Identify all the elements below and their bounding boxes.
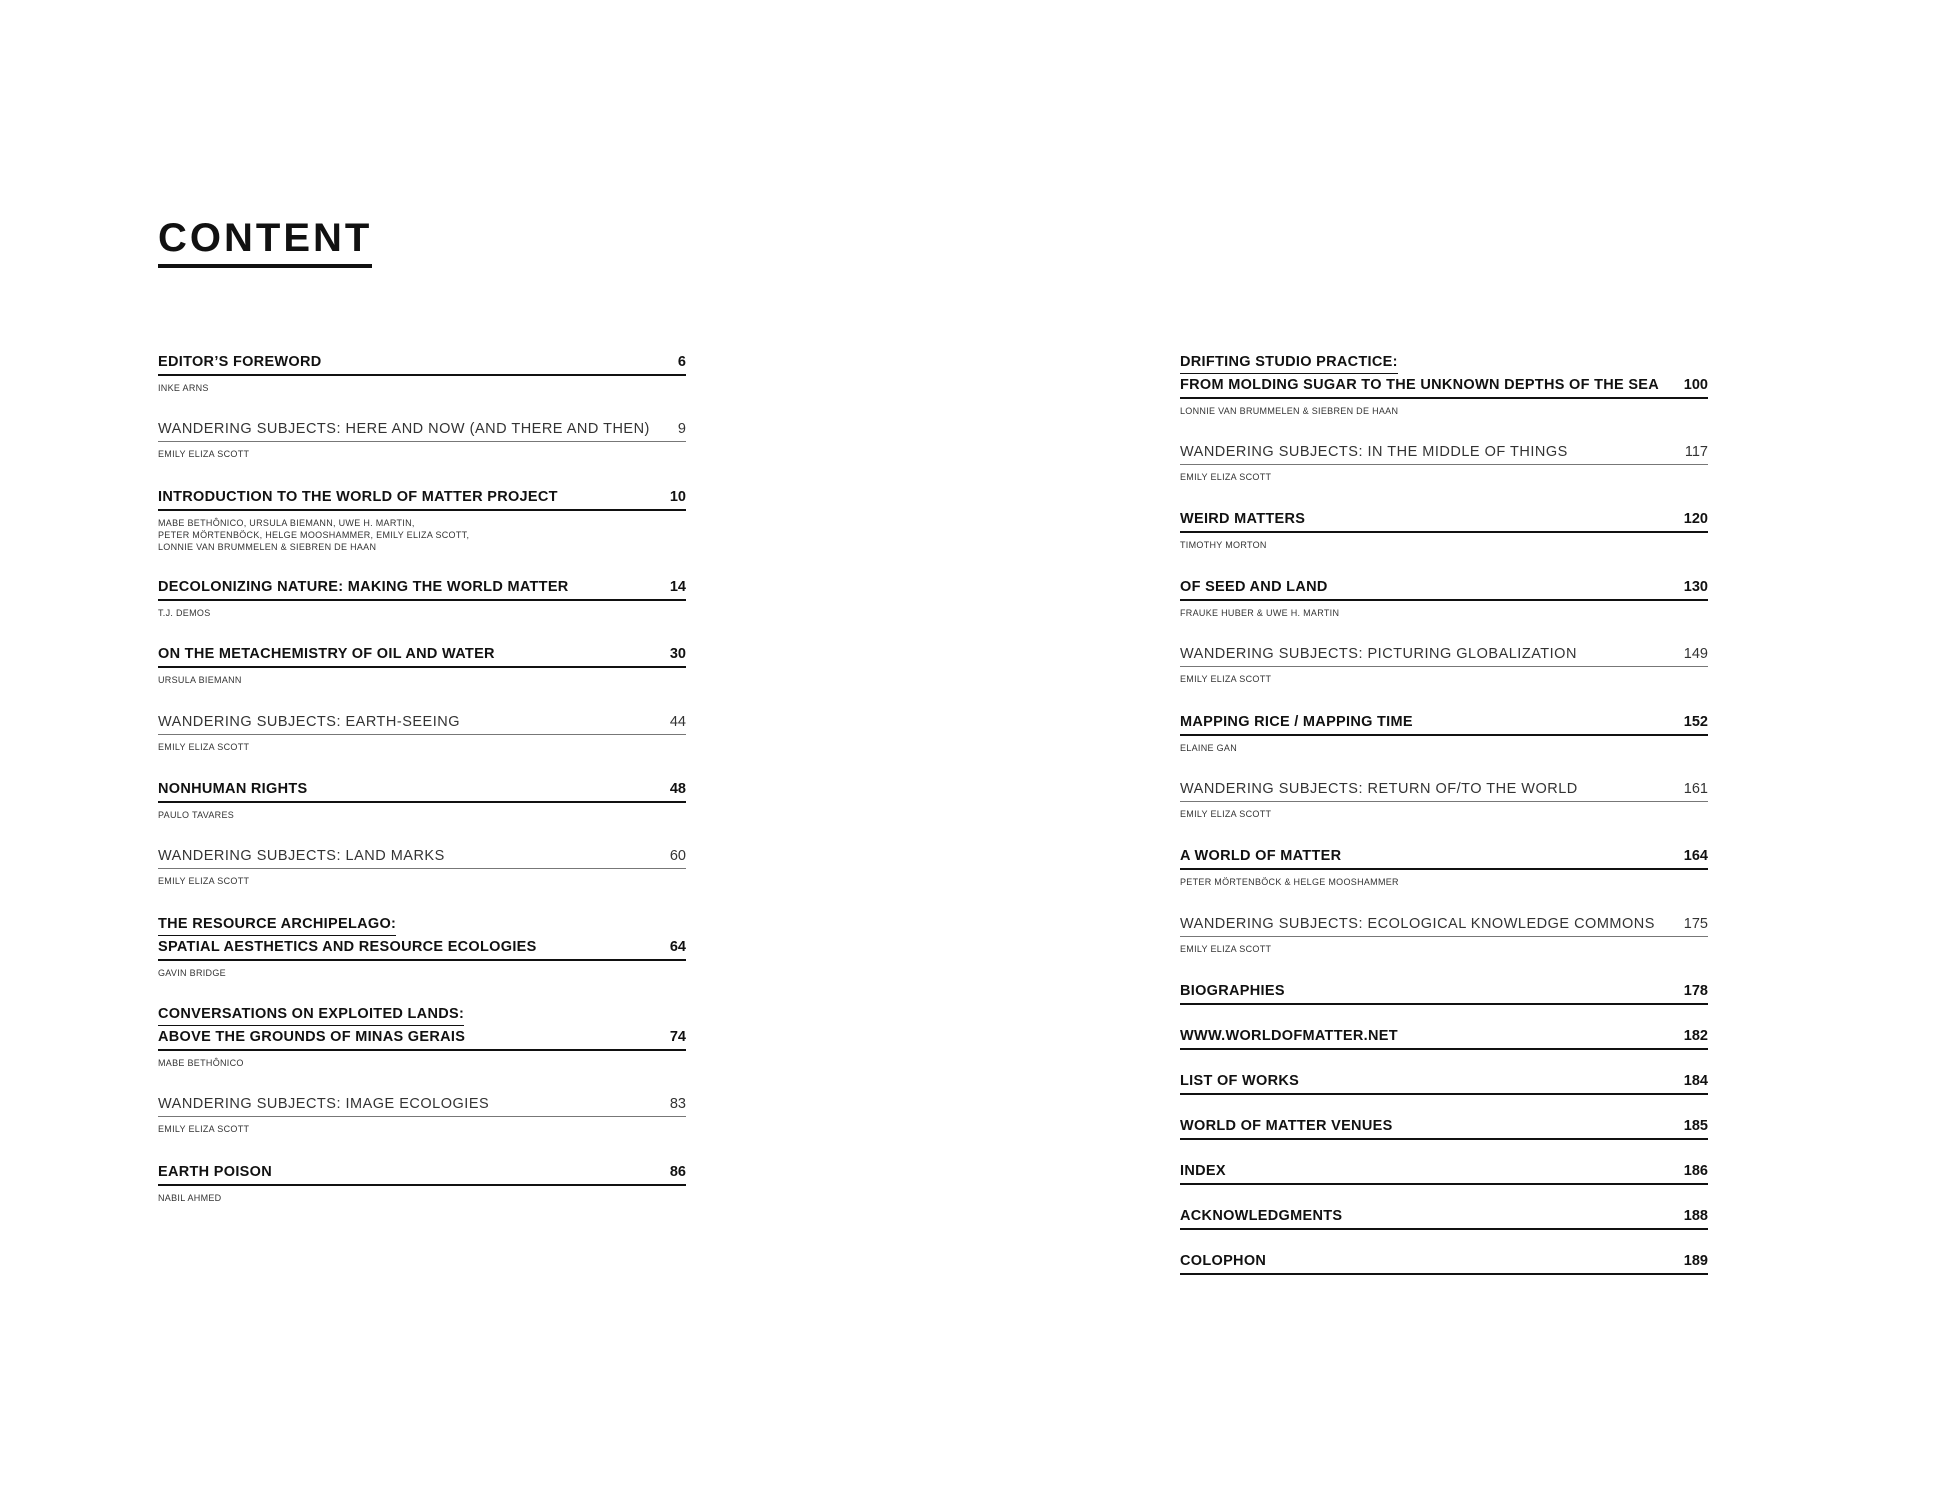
- toc-entry-heading[interactable]: [158, 1093, 686, 1117]
- toc-entry-page-number: 83: [669, 1096, 686, 1112]
- toc-entry[interactable]: [158, 643, 686, 686]
- toc-entry-heading[interactable]: [1180, 441, 1708, 465]
- toc-entry-page-number: 9: [677, 421, 686, 437]
- toc-entry-title[interactable]: INTRODUCTION TO THE WORLD OF MATTER PROJECT: [158, 489, 558, 505]
- toc-entry-page-number: 189: [1683, 1253, 1708, 1269]
- toc-entry-author: EMILY ELIZA SCOTT: [1180, 944, 1272, 954]
- toc-entry-titles: [158, 1161, 272, 1183]
- toc-entry-page-number: 164: [1683, 848, 1708, 864]
- toc-entry-titles: [1180, 351, 1659, 396]
- toc-entry-title[interactable]: WEIRD MATTERS: [1180, 511, 1306, 527]
- toc-entry-heading[interactable]: [1180, 1250, 1708, 1275]
- toc-entry-heading[interactable]: [158, 486, 686, 511]
- toc-entry-author: PETER MÖRTENBÖCK, HELGE MOOSHAMMER, EMILY ELIZA SCOTT,: [158, 530, 470, 540]
- toc-entry-heading[interactable]: [158, 351, 686, 376]
- page-title: CONTENT: [158, 218, 372, 268]
- toc-entry-titles: [158, 351, 322, 373]
- toc-entry-title[interactable]: WANDERING SUBJECTS: ECOLOGICAL KNOWLEDGE COMMONS: [1180, 916, 1655, 932]
- toc-entry-title[interactable]: SPATIAL AESTHETICS AND RESOURCE ECOLOGIES: [158, 939, 537, 955]
- toc-entry-author: URSULA BIEMANN: [158, 675, 242, 685]
- toc-entry-title[interactable]: EDITOR’S FOREWORD: [158, 354, 322, 370]
- toc-entry-page-number: 30: [669, 646, 686, 662]
- toc-entry[interactable]: [1180, 508, 1708, 551]
- toc-entry-page-number: 48: [669, 781, 686, 797]
- toc-entry-titles: [1180, 1115, 1393, 1137]
- toc-entry-titles: [1180, 1160, 1226, 1182]
- toc-entry[interactable]: [1180, 576, 1708, 619]
- toc-entry[interactable]: [1180, 643, 1708, 685]
- toc-entry-heading[interactable]: [1180, 778, 1708, 802]
- toc-entry-heading[interactable]: [158, 711, 686, 735]
- toc-entry-author: EMILY ELIZA SCOTT: [1180, 809, 1272, 819]
- toc-entry-heading[interactable]: [158, 576, 686, 601]
- toc-entry-title[interactable]: MAPPING RICE / MAPPING TIME: [1180, 714, 1413, 730]
- toc-entry-page-number: 182: [1683, 1028, 1708, 1044]
- toc-entry-titles: [1180, 1070, 1299, 1092]
- toc-entry[interactable]: [1180, 778, 1708, 820]
- toc-entry-title[interactable]: WANDERING SUBJECTS: RETURN OF/TO THE WORLD: [1180, 781, 1578, 797]
- toc-entry[interactable]: [1180, 1250, 1708, 1275]
- toc-entry-author: EMILY ELIZA SCOTT: [158, 449, 250, 459]
- toc-entry-heading[interactable]: [1180, 1070, 1708, 1095]
- toc-entry-titles: [1180, 913, 1655, 935]
- toc-entry-author: LONNIE VAN BRUMMELEN & SIEBREN DE HAAN: [1180, 406, 1399, 416]
- toc-entry-titles: [158, 576, 569, 598]
- toc-entry-heading[interactable]: [1180, 351, 1708, 399]
- toc-entry-title[interactable]: COLOPHON: [1180, 1253, 1267, 1269]
- toc-entry[interactable]: [158, 778, 686, 821]
- toc-entry-page-number: 185: [1683, 1118, 1708, 1134]
- toc-entry-title[interactable]: WWW.WORLDOFMATTER.NET: [1180, 1028, 1398, 1044]
- toc-entry-heading[interactable]: [158, 778, 686, 803]
- toc-entry-titles: [158, 711, 460, 733]
- toc-entry-titles: [1180, 576, 1328, 598]
- toc-entry-heading[interactable]: [1180, 913, 1708, 937]
- toc-entry-title[interactable]: DECOLONIZING NATURE: MAKING THE WORLD MATTER: [158, 579, 569, 595]
- toc-entry-author: INKE ARNS: [158, 383, 209, 393]
- toc-entry-titles: [1180, 1205, 1342, 1227]
- toc-entry-title[interactable]: WANDERING SUBJECTS: IN THE MIDDLE OF THINGS: [1180, 444, 1568, 460]
- toc-entry-heading[interactable]: [158, 913, 686, 961]
- toc-entry-author: PAULO TAVARES: [158, 810, 235, 820]
- toc-entry[interactable]: [1180, 1160, 1708, 1185]
- toc-entry-author: EMILY ELIZA SCOTT: [1180, 472, 1272, 482]
- toc-entry-titles: [1180, 643, 1577, 665]
- toc-entry-author: LONNIE VAN BRUMMELEN & SIEBREN DE HAAN: [158, 542, 377, 552]
- toc-entry-heading[interactable]: [1180, 711, 1708, 736]
- toc-entry-author: ELAINE GAN: [1180, 743, 1238, 753]
- toc-entry-author: MABE BETHÔNICO, URSULA BIEMANN, UWE H. MARTIN,: [158, 518, 415, 528]
- toc-entry-author: FRAUKE HUBER & UWE H. MARTIN: [1180, 608, 1340, 618]
- toc-entry-titles: [158, 913, 537, 958]
- toc-entry-heading[interactable]: [1180, 1025, 1708, 1050]
- toc-entry-title[interactable]: WANDERING SUBJECTS: LAND MARKS: [158, 848, 445, 864]
- toc-entry[interactable]: [1180, 845, 1708, 888]
- toc-entry-titles: [158, 1093, 489, 1115]
- toc-entry[interactable]: [1180, 1070, 1708, 1095]
- toc-entry-page-number: 188: [1683, 1208, 1708, 1224]
- toc-entry[interactable]: [158, 1003, 686, 1069]
- toc-entry-page-number: 6: [677, 354, 686, 370]
- toc-entry-heading[interactable]: [1180, 576, 1708, 601]
- toc-entry[interactable]: [158, 711, 686, 753]
- toc-entry-titles: [158, 778, 308, 800]
- toc-entry-page-number: 60: [669, 848, 686, 864]
- toc-entry-title[interactable]: LIST OF WORKS: [1180, 1073, 1300, 1089]
- toc-entry-author: EMILY ELIZA SCOTT: [158, 742, 250, 752]
- toc-entry-page-number: 149: [1683, 646, 1708, 662]
- toc-entry-titles: [1180, 711, 1413, 733]
- toc-entry[interactable]: [1180, 1025, 1708, 1050]
- toc-entry-heading[interactable]: [158, 1003, 686, 1051]
- toc-entry-title[interactable]: EARTH POISON: [158, 1164, 272, 1180]
- toc-entry-heading[interactable]: [1180, 1115, 1708, 1140]
- toc-entry-titles: [158, 643, 495, 665]
- toc-entry-page-number: 14: [669, 579, 686, 595]
- toc-entry[interactable]: [158, 1161, 686, 1204]
- toc-entry-author: EMILY ELIZA SCOTT: [1180, 674, 1272, 684]
- toc-entry[interactable]: [158, 351, 686, 394]
- toc-entry-titles: [1180, 508, 1305, 530]
- toc-entry-title[interactable]: OF SEED AND LAND: [1180, 579, 1328, 595]
- toc-entry-page-number: 117: [1684, 444, 1708, 460]
- toc-entry-titles: [158, 418, 650, 440]
- toc-entry-author: MABE BETHÔNICO: [158, 1058, 244, 1068]
- toc-entry-title[interactable]: ON THE METACHEMISTRY OF OIL AND WATER: [158, 646, 495, 662]
- toc-entry-title[interactable]: WANDERING SUBJECTS: HERE AND NOW (AND THERE AND THEN): [158, 421, 650, 437]
- toc-entry-page-number: 64: [669, 939, 686, 955]
- toc-entry[interactable]: [158, 576, 686, 619]
- toc-entry-heading[interactable]: [1180, 980, 1708, 1005]
- toc-entry-author: NABIL AHMED: [158, 1193, 222, 1203]
- toc-entry-title[interactable]: INDEX: [1180, 1163, 1226, 1179]
- toc-entry-page-number: 175: [1683, 916, 1708, 932]
- toc-entry-page-number: 10: [669, 489, 686, 505]
- toc-entry[interactable]: [1180, 711, 1708, 754]
- toc-entry-heading[interactable]: [158, 418, 686, 442]
- toc-entry-titles: [1180, 980, 1285, 1002]
- toc-entry-title[interactable]: A WORLD OF MATTER: [1180, 848, 1342, 864]
- toc-entry-title[interactable]: THE RESOURCE ARCHIPELAGO:: [158, 913, 396, 936]
- toc-entry-heading[interactable]: [158, 1161, 686, 1186]
- toc-entry-titles: [158, 845, 445, 867]
- toc-entry[interactable]: [1180, 1115, 1708, 1140]
- toc-entry[interactable]: [1180, 441, 1708, 483]
- toc-entry[interactable]: [158, 418, 686, 460]
- toc-entry-heading[interactable]: [1180, 1160, 1708, 1185]
- toc-entry-title[interactable]: ACKNOWLEDGMENTS: [1180, 1208, 1343, 1224]
- toc-entry-titles: [158, 486, 558, 508]
- toc-entry-heading[interactable]: [1180, 508, 1708, 533]
- toc-entry-titles: [1180, 1025, 1398, 1047]
- toc-entry-page-number: 86: [669, 1164, 686, 1180]
- toc-entry[interactable]: [1180, 1205, 1708, 1230]
- toc-entry-title[interactable]: DRIFTING STUDIO PRACTICE:: [1180, 351, 1398, 374]
- toc-entry-titles: [1180, 845, 1341, 867]
- toc-entry-page-number: 120: [1683, 511, 1708, 527]
- toc-entry[interactable]: [1180, 351, 1708, 417]
- toc-entry-title[interactable]: WANDERING SUBJECTS: IMAGE ECOLOGIES: [158, 1096, 490, 1112]
- toc-entry-author: GAVIN BRIDGE: [158, 968, 226, 978]
- toc-entry-page-number: 44: [669, 714, 686, 730]
- toc-entry-page-number: 152: [1683, 714, 1708, 730]
- toc-entry-page-number: 184: [1683, 1073, 1708, 1089]
- toc-entry-author: EMILY ELIZA SCOTT: [158, 1124, 250, 1134]
- toc-entry-page-number: 178: [1683, 983, 1708, 999]
- toc-entry-title[interactable]: BIOGRAPHIES: [1180, 983, 1285, 999]
- toc-entry-page-number: 130: [1683, 579, 1708, 595]
- toc-entry-heading[interactable]: [158, 643, 686, 668]
- toc-entry-title[interactable]: CONVERSATIONS ON EXPLOITED LANDS:: [158, 1003, 464, 1026]
- toc-entry[interactable]: [158, 845, 686, 887]
- toc-entry-author: PETER MÖRTENBÖCK & HELGE MOOSHAMMER: [1180, 877, 1399, 887]
- toc-entry-page-number: 100: [1683, 377, 1708, 393]
- toc-entry-page-number: 161: [1683, 781, 1708, 797]
- toc-entry-titles: [1180, 1250, 1266, 1272]
- toc-entry-titles: [1180, 778, 1578, 800]
- toc-entry[interactable]: [158, 913, 686, 979]
- toc-entry-title[interactable]: WANDERING SUBJECTS: PICTURING GLOBALIZATION: [1180, 646, 1577, 662]
- toc-entry[interactable]: [1180, 913, 1708, 955]
- toc-entry-heading[interactable]: [158, 845, 686, 869]
- toc-entry-title[interactable]: WORLD OF MATTER VENUES: [1180, 1118, 1393, 1134]
- toc-entry-title[interactable]: ABOVE THE GROUNDS OF MINAS GERAIS: [158, 1029, 466, 1045]
- toc-entry-titles: [1180, 441, 1568, 463]
- toc-entry-titles: [158, 1003, 465, 1048]
- toc-entry-author: EMILY ELIZA SCOTT: [158, 876, 250, 886]
- toc-entry-page-number: 186: [1683, 1163, 1708, 1179]
- toc-entry-author: T.J. DEMOS: [158, 608, 211, 618]
- toc-entry-heading[interactable]: [1180, 643, 1708, 667]
- toc-entry-title[interactable]: WANDERING SUBJECTS: EARTH-SEEING: [158, 714, 461, 730]
- toc-entry-heading[interactable]: [1180, 845, 1708, 870]
- toc-entry-heading[interactable]: [1180, 1205, 1708, 1230]
- toc-entry-author: TIMOTHY MORTON: [1180, 540, 1267, 550]
- toc-entry[interactable]: [158, 486, 686, 553]
- toc-entry-page-number: 74: [669, 1029, 686, 1045]
- toc-entry-title[interactable]: NONHUMAN RIGHTS: [158, 781, 308, 797]
- toc-entry[interactable]: [158, 1093, 686, 1135]
- toc-entry[interactable]: [1180, 980, 1708, 1005]
- toc-entry-title[interactable]: FROM MOLDING SUGAR TO THE UNKNOWN DEPTHS OF THE SEA: [1180, 377, 1660, 393]
